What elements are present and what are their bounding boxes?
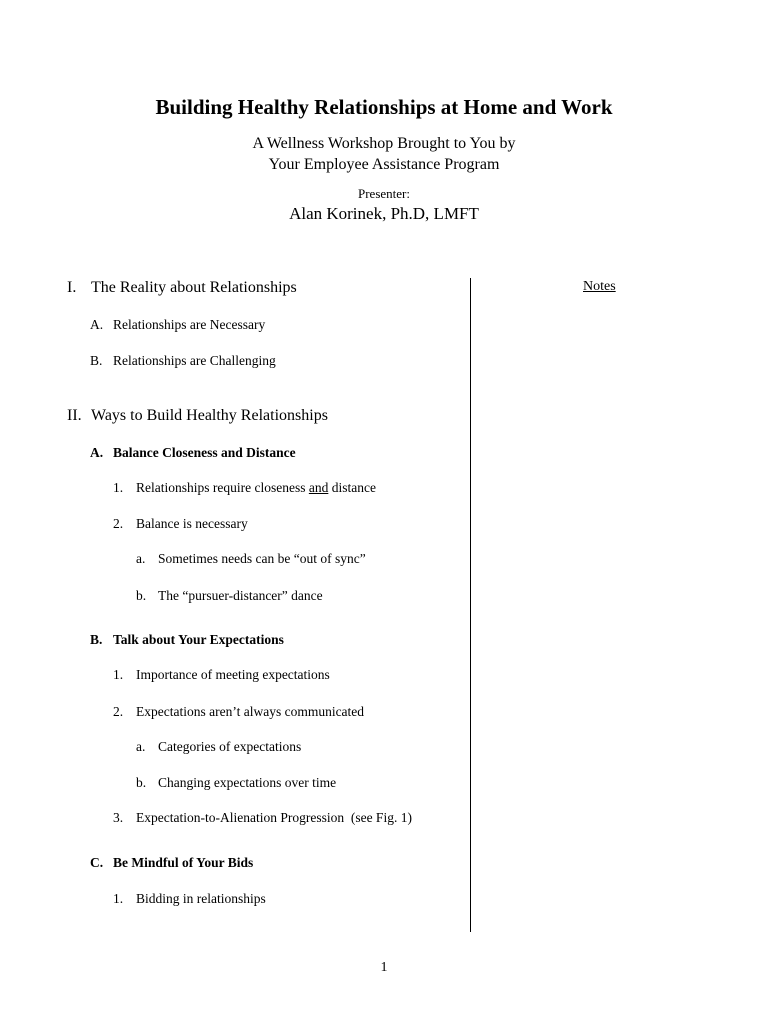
emphasis-and: and bbox=[308, 480, 329, 495]
section-1-item-b: B. Relationships are Challenging bbox=[90, 353, 276, 368]
subsection-b-item-2a: a. Categories of expectations bbox=[136, 739, 302, 754]
subsection-b-item-1: 1. Importance of meeting expectations bbox=[113, 667, 330, 682]
subtitle-line-2: Your Employee Assistance Program bbox=[268, 156, 500, 173]
subsection-a-item-2b: b. The “pursuer-distancer” dance bbox=[136, 588, 323, 603]
section-1-item-a: A. Relationships are Necessary bbox=[90, 317, 266, 332]
subsection-b-heading: B. Talk about Your Expectations bbox=[90, 632, 284, 647]
subsection-b-item-3: 3. Expectation-to-Alienation Progression (see Fig. 1) bbox=[113, 810, 412, 825]
subtitle-line-1: A Wellness Workshop Brought to You by bbox=[252, 135, 516, 152]
subsection-a-item-1: 1. Relationships require closeness and distance bbox=[113, 480, 376, 495]
subsection-a-heading: A. Balance Closeness and Distance bbox=[90, 445, 296, 460]
page-number: 1 bbox=[380, 960, 388, 975]
subsection-a-item-2a: a. Sometimes needs can be “out of sync” bbox=[136, 551, 366, 566]
section-1-title: The Reality about Relationships bbox=[91, 279, 297, 296]
section-2-heading bbox=[67, 407, 328, 425]
presenter-label: Presenter: bbox=[358, 186, 410, 201]
section-1-number: I. bbox=[67, 279, 77, 296]
column-divider bbox=[470, 278, 471, 932]
subsection-c-item-1: 1. Bidding in relationships bbox=[113, 891, 266, 906]
subsection-b-item-2b: b. Changing expectations over time bbox=[136, 775, 337, 790]
section-1-heading bbox=[67, 279, 297, 297]
notes-label: Notes bbox=[583, 279, 616, 294]
subsection-b-item-2: 2. Expectations aren’t always communicated bbox=[113, 704, 365, 719]
subsection-a-item-2: 2. Balance is necessary bbox=[113, 516, 248, 531]
document-title: Building Healthy Relationships at Home and Work bbox=[155, 95, 613, 119]
presenter-name: Alan Korinek, Ph.D, LMFT bbox=[289, 204, 479, 223]
section-2-title: Ways to Build Healthy Relationships bbox=[91, 407, 328, 424]
section-2-number: II. bbox=[67, 407, 82, 424]
subsection-c-heading: C. Be Mindful of Your Bids bbox=[90, 855, 254, 870]
